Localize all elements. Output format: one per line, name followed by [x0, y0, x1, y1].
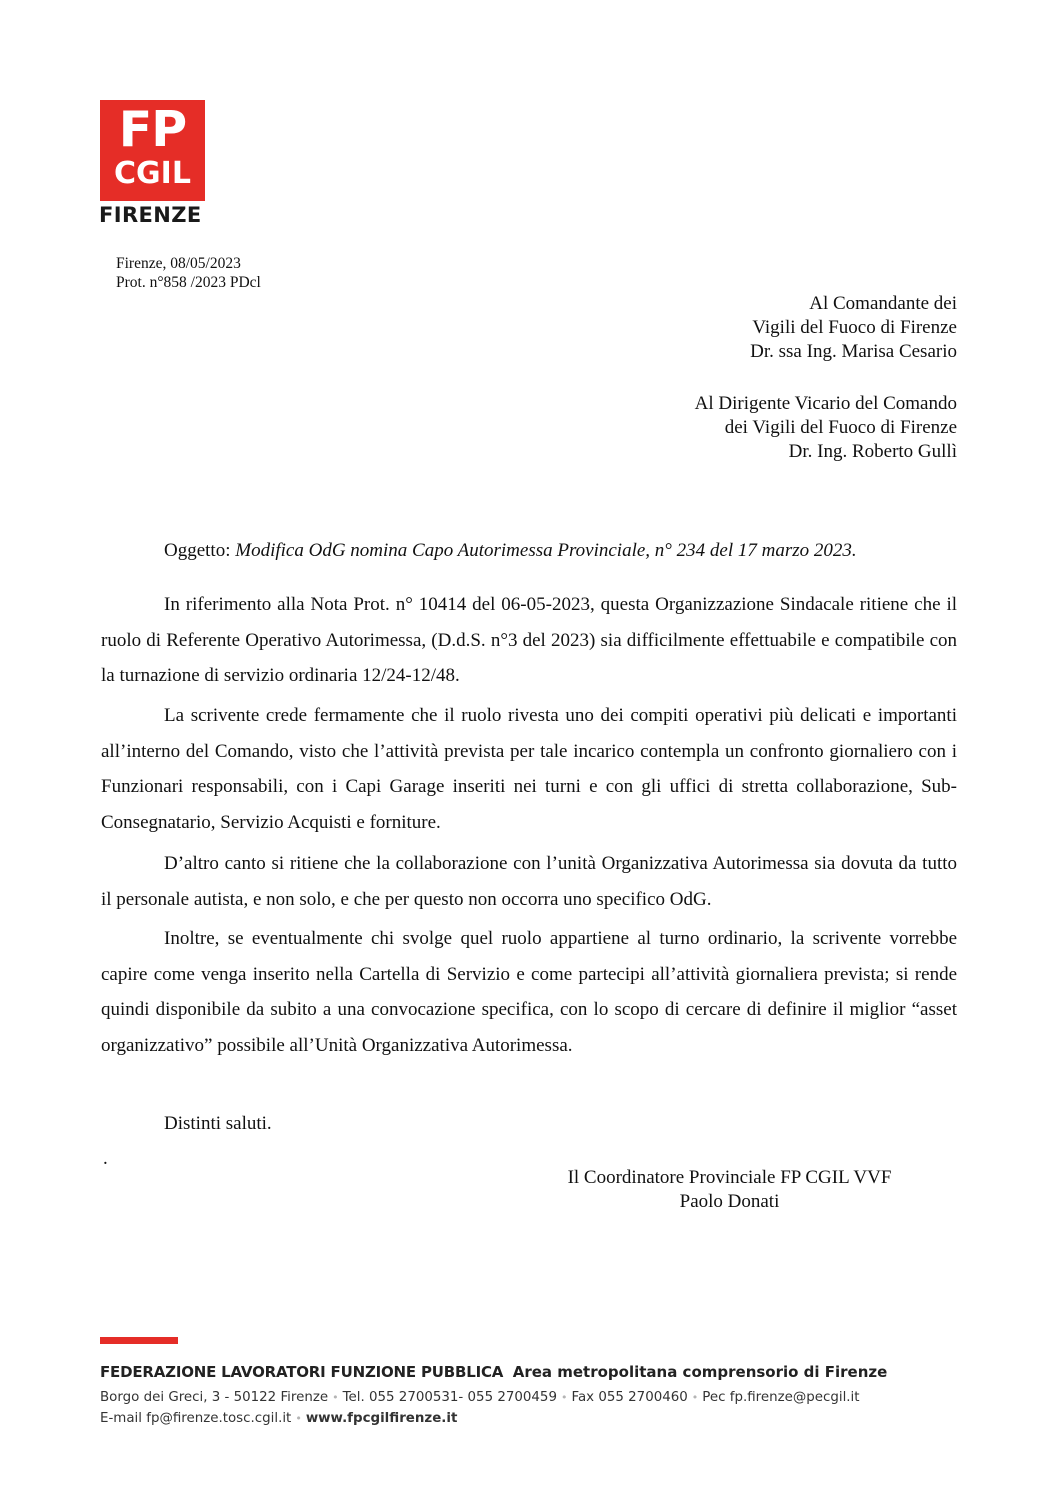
footer-accent-bar	[100, 1337, 178, 1344]
subject-text: Modifica OdG nomina Capo Autorimessa Provinciale, n° 234 del 17 marzo 2023.	[235, 540, 857, 561]
logo-fp-text: FP	[118, 101, 187, 158]
recipient-block-2	[695, 392, 957, 464]
logo-city-text: FIRENZE	[99, 203, 202, 227]
footer-org-line	[100, 1363, 887, 1381]
recipient-block-1	[750, 292, 957, 364]
footer-tel: Tel. 055 2700531- 055 2700459	[342, 1390, 557, 1405]
letter-date: Firenze, 08/05/2023	[116, 255, 241, 272]
footer-separator: •	[332, 1391, 339, 1404]
recipient-line: Dr. Ing. Roberto Gullì	[788, 441, 957, 462]
footer-contact-line	[100, 1389, 860, 1406]
footer-website: www.fpcgilfirenze.it	[305, 1411, 458, 1426]
paragraph-text: Distinti saluti.	[164, 1113, 272, 1134]
stray-mark: .	[103, 1148, 108, 1169]
footer-web-line	[100, 1410, 457, 1427]
recipient-line: Al Comandante dei	[809, 293, 957, 314]
signature-role: Il Coordinatore Provinciale FP CGIL VVF	[567, 1167, 892, 1188]
closing-salutation	[101, 1106, 957, 1142]
footer-org-name: FEDERAZIONE LAVORATORI FUNZIONE PUBBLICA	[100, 1363, 504, 1381]
paragraph-text: In riferimento alla Nota Prot. n° 10414 del 06-05-2023, questa Organizzazione Sindacale ritiene che il ruolo di Referente Operativo Autorimessa, (D.d.S. n°3 del 2023) sia difficilmente effettuabile e compatibile con la turnazione di servizio ordinaria 12/24-12/48.	[101, 594, 957, 687]
paragraph-text: La scrivente crede fermamente che il ruolo rivesta uno dei compiti operativi più delicati e importanti all’interno del Comando, visto che l’attività prevista per tale incarico contempla un confronto giornaliero con i Funzionari responsabili, con i Capi Garage inseriti nei turni e con gli uffici di stretta collaborazione, Sub-Consegnatario, Servizio Acquisti e forniture.	[101, 705, 957, 834]
signature-block	[546, 1166, 913, 1214]
subject-label: Oggetto:	[164, 540, 236, 561]
logo-cgil-text: CGIL	[114, 156, 191, 191]
recipient-line: dei Vigili del Fuoco di Firenze	[724, 417, 957, 438]
footer-separator: •	[295, 1412, 302, 1425]
footer-separator: •	[560, 1391, 568, 1404]
footer-email: E-mail fp@firenze.tosc.cgil.it	[100, 1411, 292, 1426]
fp-cgil-logo	[100, 100, 205, 201]
protocol-number: Prot. n°858 /2023 PDcl	[116, 274, 261, 291]
body-paragraph-2	[101, 698, 957, 841]
footer-address: Borgo dei Greci, 3 - 50122 Firenze	[100, 1390, 329, 1405]
subject-line	[164, 539, 857, 563]
body-paragraph-4	[101, 921, 957, 1064]
recipient-line: Dr. ssa Ing. Marisa Cesario	[750, 341, 957, 362]
body-paragraph-1	[101, 587, 957, 694]
footer-pec: Pec fp.firenze@pecgil.it	[702, 1390, 860, 1405]
paragraph-text: D’altro canto si ritiene che la collaborazione con l’unità Organizzativa Autorimessa sia dovuta da tutto il personale autista, e non solo, e che per questo non occorra uno specifico OdG.	[101, 853, 957, 910]
footer-separator: •	[691, 1391, 699, 1404]
footer-org-area: Area metropolitana comprensorio di Firenze	[512, 1363, 888, 1381]
recipient-line: Vigili del Fuoco di Firenze	[752, 317, 957, 338]
body-paragraph-3	[101, 846, 957, 917]
signature-name: Paolo Donati	[679, 1191, 780, 1212]
recipient-line: Al Dirigente Vicario del Comando	[694, 393, 957, 414]
footer-fax: Fax 055 2700460	[571, 1390, 688, 1405]
paragraph-text: Inoltre, se eventualmente chi svolge quel ruolo appartiene al turno ordinario, la scrivente vorrebbe capire come venga inserito nella Cartella di Servizio e come partecipi all’attività giornaliera prevista; si rende quindi disponibile da subito a una convocazione specifica, con lo scopo di cercare di definire il miglior “asset organizzativo” possibile all’Unità Organizzativa Autorimessa.	[101, 928, 957, 1057]
